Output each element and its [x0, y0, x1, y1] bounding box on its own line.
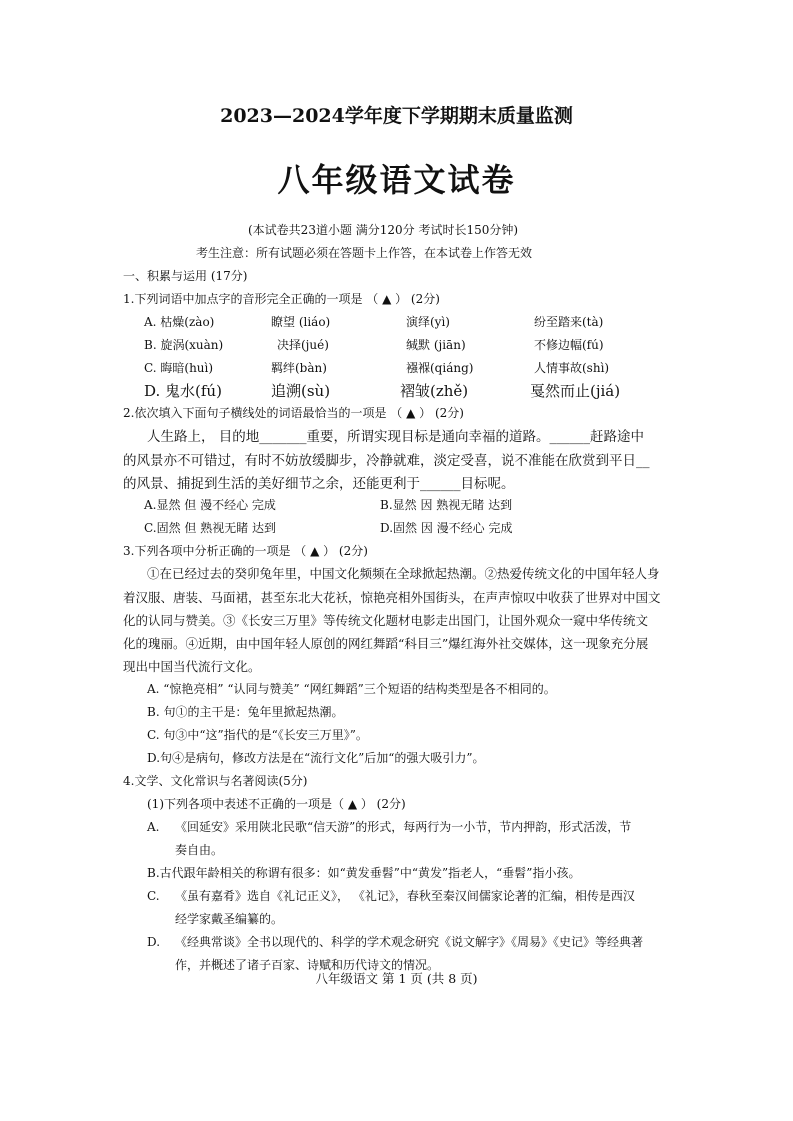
q3-line: 化的认同与赞美。③《长安三万里》等传统文化题材电影走出国门，让国外观众一窥中华传统文 [123, 613, 649, 628]
section-heading: 一、积累与运用 (17分) [123, 269, 248, 283]
q1-option: 缄默 (jiān) [406, 338, 466, 352]
q2-line: 的风景、捕捉到生活的美好细节之余，还能更利于______目标呢。 [123, 476, 515, 492]
exam-notice: 考生注意：所有试题必须在答题卡上作答，在本试卷上作答无效 [196, 246, 533, 260]
exam-title: 2023—2024学年度下学期期末质量监测 [220, 105, 573, 127]
q2-option: B.显然 因 熟视无睹 达到 [380, 498, 513, 512]
q2-option: D.固然 因 漫不经心 完成 [380, 521, 513, 535]
q1-option: A. 枯燥(zào) [144, 315, 215, 329]
q2-option: A.显然 但 漫不经心 完成 [144, 498, 276, 512]
q1-option: 羁绊(bàn) [271, 361, 327, 375]
q1-option: D. 鬼水(fú) [144, 382, 222, 400]
q4-option-b-line: B.古代跟年龄相关的称谓有很多：如“黄发垂髫”中“黄发”指老人，“垂髫”指小孩。 [147, 866, 581, 880]
q1-option: 不修边幅(fú) [534, 338, 604, 352]
q4-stem: 4.文学、文化常识与名著阅读(5分) [123, 774, 308, 788]
q3-option: D.句④是病句，修改方法是在“流行文化”后加“的强大吸引力”。 [147, 751, 485, 765]
q1-option: 戛然而止(jiá) [530, 382, 621, 400]
q1-option: B. 旋涡(xuàn) [144, 338, 224, 352]
q4-option-a-line: 《回延安》采用陕北民歌“信天游”的形式，每两行为一小节，节内押韵，形式活泼，节 [175, 820, 632, 834]
q4-subquestion: (1)下列各项中表述不正确的一项是（ ▲ ） (2分) [147, 797, 406, 811]
q4-option-c-line: 《虽有嘉肴》选自《礼记正义》， 《礼记》，春秋至秦汉间儒家论著的汇编，相传是西汉 [175, 889, 635, 903]
q3-option: A. “惊艳亮相” “认同与赞美” “网红舞蹈”三个短语的结构类型是各不相同的。 [147, 682, 556, 696]
q4-option-d-line: 作，并概述了诸子百家、诗赋和历代诗文的情况。 [175, 958, 440, 972]
q3-line: 着汉服、唐装、马面裙，甚至东北大花袄，惊艳亮相外国街头，在声声惊叹中收获了世界对中国文 [123, 590, 661, 605]
page-footer: 八年级语文 第 1 页 (共 8 页) [315, 971, 478, 986]
q1-option: 纷至踏来(tà) [534, 315, 604, 329]
q4-option-a-letter: A. [147, 820, 160, 834]
q4-option-c-line: 经学家戴圣编纂的。 [175, 912, 284, 926]
q1-option: 褶皱(zhě) [400, 382, 469, 400]
q4-option-a-line: 奏自由。 [175, 843, 224, 857]
q1-option: 演绎(yì) [406, 315, 450, 329]
q1-option: 追溯(sù) [271, 382, 331, 400]
q2-line: 的风景亦不可错过，有时不妨放缓脚步，冷静就难，淡定受喜，说不准能在欣赏到平日__ [123, 453, 650, 469]
q3-line: 现出中国当代流行文化。 [123, 659, 261, 674]
q1-stem: 1.下列词语中加点字的音形完全正确的一项是 （ ▲ ） (2分) [123, 292, 440, 306]
q3-option: B. 句①的主干是：兔年里掀起热潮。 [147, 705, 344, 719]
q4-option-c-letter: C. [147, 889, 160, 903]
q3-option: C. 句③中“这”指代的是“《长安三万里》”。 [147, 728, 368, 742]
q1-option: 人情事故(shì) [534, 361, 610, 375]
q1-option: 决择(jué) [277, 338, 329, 352]
q1-option: 襁褓(qiáng) [406, 361, 474, 375]
paper-title: 八年级语文试卷 [277, 161, 516, 199]
exam-info: (本试卷共23道小题 满分120分 考试时长150分钟) [248, 223, 519, 237]
q3-stem: 3.下列各项中分析正确的一项是 （ ▲ ） (2分) [123, 544, 368, 558]
q4-option-d-line: 《经典常谈》全书以现代的、科学的学术观念研究《说文解字》《周易》《史记》等经典著 [175, 935, 644, 949]
q3-line: 化的瑰丽。④近期，由中国年轻人原创的网红舞蹈“科目三”爆红海外社交媒体，这一现象充分展 [123, 636, 649, 651]
q2-line: 人生路上， 目的地_______重要，所谓实现目标是通向幸福的道路。______赶路途中 [147, 429, 645, 445]
q2-option: C.固然 但 熟视无睹 达到 [144, 521, 277, 535]
q3-line: ①在已经过去的癸卯兔年里，中国文化频频在全球掀起热潮。②热爱传统文化的中国年轻人身 [147, 566, 660, 581]
q4-option-d-letter: D. [147, 935, 161, 949]
q1-option: 瞭望 (liáo) [271, 315, 331, 329]
q2-stem: 2.依次填入下面句子横线处的词语最恰当的一项是 （ ▲ ） (2分) [123, 406, 464, 420]
q1-option: C. 晦暗(huì) [144, 361, 214, 375]
